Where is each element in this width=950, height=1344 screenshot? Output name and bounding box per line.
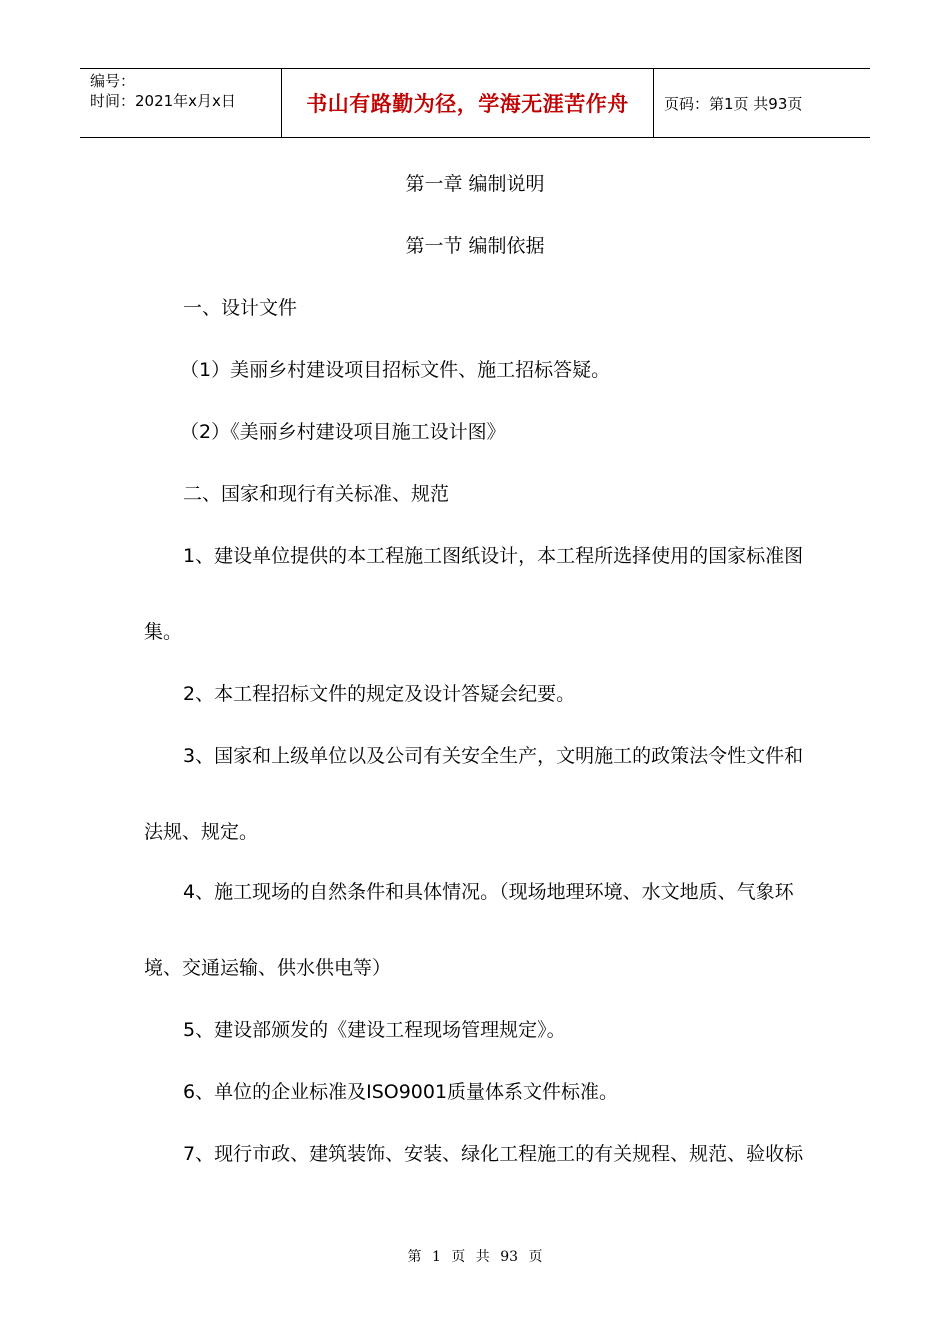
document-number-label: 编号： [90,72,136,90]
page-footer: 第 1 页 共 93 页 [407,1249,543,1265]
paragraph-line: 6、单位的企业标准及ISO9001质量体系文件标准。 [183,1081,619,1103]
paragraph-line: 1、建设单位提供的本工程施工图纸设计，本工程所选择使用的国家标准图 [183,545,804,567]
document-header-table [80,68,870,138]
header-motto-cell [282,69,654,137]
paragraph-line: 法规、规定。 [144,821,259,843]
paragraph-line: 4、施工现场的自然条件和具体情况。（现场地理环境、水文地质、气象环 [183,881,794,903]
header-page-cell [654,69,870,137]
paragraph-line: 5、建设部颁发的《建设工程现场管理规定》。 [183,1019,566,1041]
heading-standards: 二、国家和现行有关标准、规范 [183,483,450,505]
chapter-title: 第一章 编制说明 [405,173,545,195]
paragraph-line: 7、现行市政、建筑装饰、安装、绿化工程施工的有关规程、规范、验收标 [183,1143,804,1165]
list-item: （2）《美丽乡村建设项目施工设计图》 [180,421,506,443]
paragraph-line: 2、本工程招标文件的规定及设计答疑会纪要。 [183,683,576,705]
heading-design-files: 一、设计文件 [183,297,298,319]
paragraph-line: 集。 [144,621,183,643]
paragraph-line: 境、交通运输、供水供电等） [144,957,392,979]
section-title: 第一节 编制依据 [405,235,545,257]
header-meta-cell [80,69,282,137]
paragraph-line: 3、国家和上级单位以及公司有关安全生产，文明施工的政策法令性文件和 [183,745,804,767]
header-motto: 书山有路勤为径，学海无涯苦作舟 [306,91,629,116]
list-item: （1）美丽乡村建设项目招标文件、施工招标答疑。 [180,359,611,381]
header-page-info: 页码：第1页 共93页 [664,94,803,113]
document-time-label: 时间：2021年x月x日 [90,92,236,110]
